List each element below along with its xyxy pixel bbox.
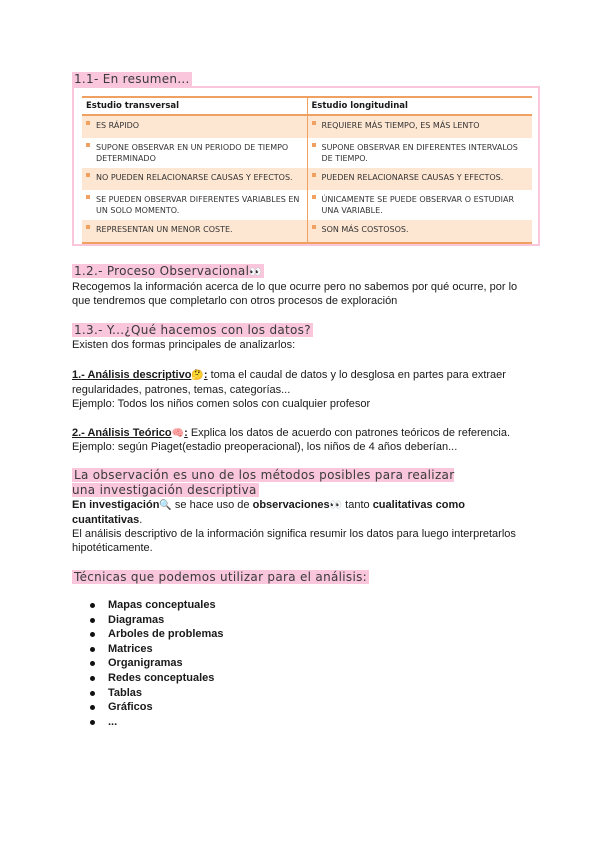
bullet-icon (90, 632, 95, 637)
eyes-icon: 👀 (329, 500, 343, 511)
section-4-title: La observación es uno de los métodos posibles para realizar una investigación descriptiva (72, 468, 455, 497)
section-5-title: Técnicas que podemos utilizar para el análisis: (74, 570, 367, 584)
bullet-icon (86, 225, 90, 229)
list-item: Redes conceptuales (88, 671, 224, 686)
table-cell: NO PUEDEN RELACIONARSE CAUSAS Y EFECTOS. (82, 168, 307, 190)
analysis-descriptive-label: 1.- Análisis descriptivo (72, 369, 192, 381)
table-cell: ÚNICAMENTE SE PUEDE OBSERVAR O ESTUDIAR UNA VARIABLE. (307, 190, 532, 220)
table-cell: REPRESENTAN UN MENOR COSTE. (82, 220, 307, 243)
list-item: Tablas (88, 686, 224, 701)
table-cell: SON MÁS COSTOSOS. (307, 220, 532, 243)
table-cell: SE PUEDEN OBSERVAR DIFERENTES VARIABLES EN UN SOLO MOMENTO. (82, 190, 307, 220)
table-row (82, 115, 532, 138)
comparison-table (82, 96, 532, 244)
list-item: Organigramas (88, 656, 224, 671)
bullet-icon (90, 676, 95, 681)
list-item: Matrices (88, 642, 224, 657)
section-2-body: Recogemos la información acerca de lo que ocurre pero no sabemos por qué ocurre, por lo que tendremos que completarlo con otros procesos de exploración (72, 281, 518, 307)
list-item: ... (88, 715, 224, 730)
table-cell: SUPONE OBSERVAR EN UN PERIODO DE TIEMPO DETERMINADO (82, 138, 307, 168)
analysis-theoretical: 2.- Análisis Teórico🧠: Explica los datos de acuerdo con patrones teóricos de referencia. (72, 427, 511, 439)
table-cell: PUEDEN RELACIONARSE CAUSAS Y EFECTOS. (307, 168, 532, 190)
list-item: Gráficos (88, 700, 224, 715)
bullet-icon (90, 603, 95, 608)
bullet-icon (90, 720, 95, 725)
analysis-descriptive: 1.- Análisis descriptivo🤔: toma el caudal de datos y lo desglosa en partes para extraer regularidades, patrones, temas, categorías... (72, 369, 506, 396)
bullet-icon (312, 143, 316, 147)
bullet-icon (90, 661, 95, 666)
section-2-title: 1.2.- Proceso Observacional👀 (74, 264, 262, 278)
analysis-theoretical-label: 2.- Análisis Teórico (72, 427, 172, 439)
bullet-icon (312, 225, 316, 229)
bullet-icon (86, 195, 90, 199)
table-cell: REQUIERE MÁS TIEMPO, ES MÁS LENTO (307, 115, 532, 138)
table-row (82, 168, 532, 190)
bullet-icon (86, 173, 90, 177)
bullet-icon (90, 705, 95, 710)
table-row (82, 190, 532, 220)
bullet-icon (90, 618, 95, 623)
bullet-icon (90, 691, 95, 696)
bullet-icon (312, 121, 316, 125)
list-item: Diagramas (88, 613, 224, 628)
bullet-icon (312, 195, 316, 199)
magnifier-icon: 🔍 (159, 500, 172, 511)
bullet-icon (86, 121, 90, 125)
thinking-icon: 🤔 (191, 370, 204, 381)
section-3-intro: Existen dos formas principales de analizarlos: (72, 339, 296, 351)
bullet-icon (90, 647, 95, 652)
section-3-title: 1.3.- Y...¿Qué hacemos con los datos? (74, 323, 311, 337)
table-header-longitudinal: Estudio longitudinal (307, 97, 532, 115)
eyes-icon: 👀 (249, 267, 262, 278)
table-cell: SUPONE OBSERVAR EN DIFERENTES INTERVALOS DE TIEMPO. (307, 138, 532, 168)
table-header-transversal: Estudio transversal (82, 97, 307, 115)
analysis-theoretical-example: Ejemplo: según Piaget(estadio preoperacional), los niños de 4 años deberían... (72, 441, 458, 453)
comparison-table-frame (72, 86, 540, 246)
table-row (82, 220, 532, 243)
table-row (82, 138, 532, 168)
section-4-paragraph-2: El análisis descriptivo de la información significa resumir los datos para luego interpretarlos hipotéticamente. (72, 528, 516, 554)
bullet-icon (312, 173, 316, 177)
section-1-title: 1.1- En resumen... (74, 72, 190, 86)
brain-icon: 🧠 (171, 428, 185, 439)
table-cell: ES RÁPIDO (82, 115, 307, 138)
list-item: Arboles de problemas (88, 627, 224, 642)
techniques-list (88, 598, 224, 729)
section-4-paragraph-1: En investigación🔍 se hace uso de observaciones👀 tanto cualitativas como cuantitativas. (72, 499, 466, 526)
analysis-descriptive-example: Ejemplo: Todos los niños comen solos con cualquier profesor (72, 398, 371, 410)
bullet-icon (86, 143, 90, 147)
list-item: Mapas conceptuales (88, 598, 224, 613)
